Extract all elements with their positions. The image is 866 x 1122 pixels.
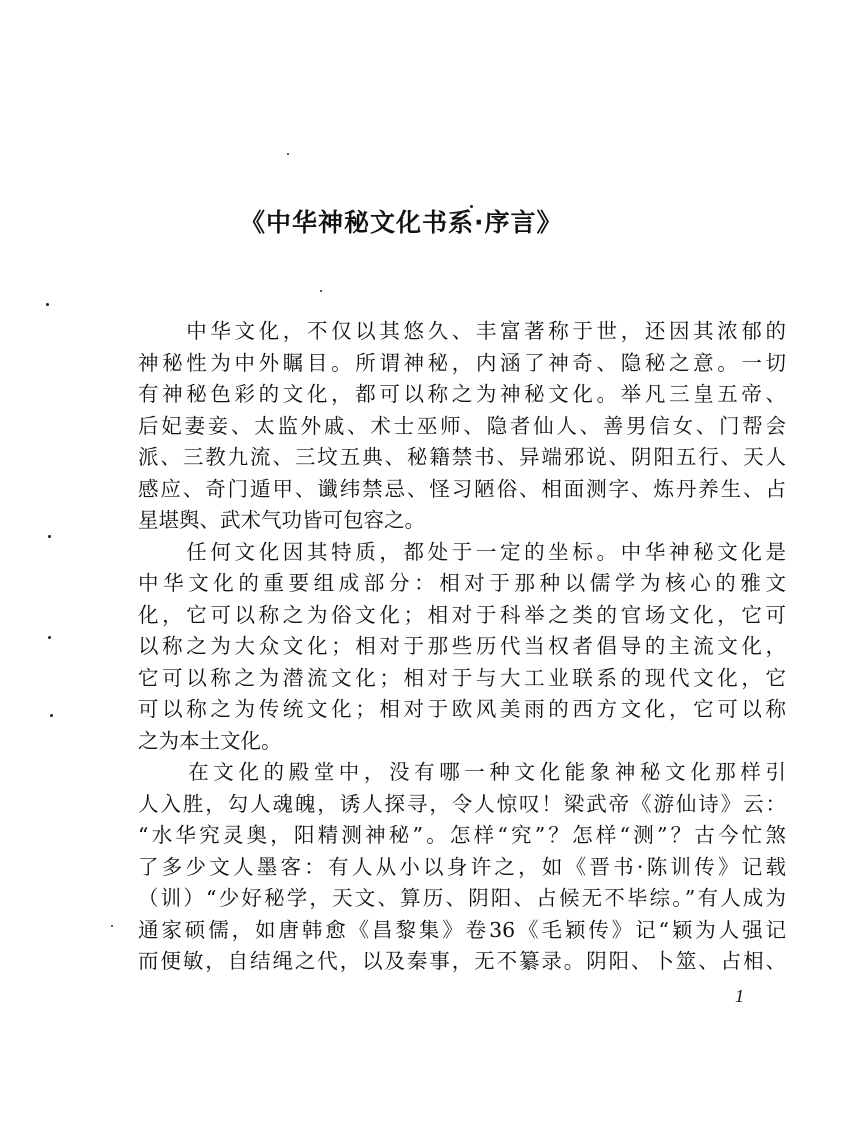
scan-speck	[48, 535, 51, 538]
scan-speck	[320, 290, 322, 292]
text-line: 通家硕儒，如唐韩愈《昌黎集》卷36《毛颖传》记“颖为人强记	[138, 917, 786, 942]
text-line: 后妃妻妾、太监外戚、术士巫师、隐者仙人、善男信女、门帮会	[138, 413, 786, 438]
text-line: 感应、奇门遁甲、谶纬禁忌、怪习陋俗、相面测字、炼丹养生、占	[138, 476, 786, 501]
text-line: 化，它可以称之为俗文化；相对于科举之类的官场文化，它可	[138, 602, 786, 627]
scan-speck	[470, 205, 473, 208]
text-line: 中华文化的重要组成部分：相对于那种以儒学为核心的雅文	[138, 571, 786, 595]
text-line: 有神秘色彩的文化，都可以称之为神秘文化。举凡三皇五帝、	[138, 382, 786, 406]
paragraph	[138, 537, 786, 758]
text-line: “水华究灵奥，阳精测神秘”。怎样“究”？怎样“测”？古今忙煞	[138, 823, 786, 847]
page-number: 1	[735, 986, 744, 1006]
text-line: 星堪舆、武术气功皆可包容之。	[138, 508, 425, 532]
text-line: 以称之为大众文化；相对于那些历代当权者倡导的主流文化，	[138, 634, 786, 658]
paragraph	[138, 316, 786, 537]
scan-speck	[111, 925, 113, 927]
text-line: 了多少文人墨客：有人从小以身许之，如《晋书·陈训传》记载	[138, 854, 786, 879]
scan-speck	[50, 714, 53, 717]
text-line: 它可以称之为潜流文化；相对于与大工业联系的现代文化，它	[138, 665, 786, 690]
text-line: 在文化的殿堂中，没有哪一种文化能象神秘文化那样引	[138, 760, 786, 784]
body-text	[138, 316, 786, 978]
page-title: 《中华神秘文化书系·序言》	[240, 208, 563, 237]
text-line: 任何文化因其特质，都处于一定的坐标。中华神秘文化是	[138, 539, 786, 564]
text-line: 之为本土文化。	[138, 728, 282, 753]
text-line: 人入胜，勾人魂魄，诱人探寻，令人惊叹！梁武帝《游仙诗》云：	[138, 791, 786, 816]
text-line: 派、三教九流、三坟五典、秘籍禁书、异端邪说、阴阳五行、天人	[138, 445, 786, 469]
text-line: 中华文化，不仅以其悠久、丰富著称于世，还因其浓郁的	[138, 319, 786, 343]
paragraph	[138, 757, 786, 978]
text-line: 可以称之为传统文化；相对于欧风美雨的西方文化，它可以称	[138, 697, 786, 721]
scan-speck	[46, 303, 49, 306]
text-line: 神秘性为中外瞩目。所谓神秘，内涵了神奇、隐秘之意。一切	[138, 350, 786, 375]
text-line: （训）“少好秘学，天文、算历、阴阳、占候无不毕综。”有人成为	[138, 886, 786, 910]
scan-speck	[287, 153, 289, 155]
scan-speck	[48, 636, 51, 639]
text-line: 而便敏，自结绳之代，以及秦事，无不纂录。阴阳、卜筮、占相、	[138, 949, 786, 973]
